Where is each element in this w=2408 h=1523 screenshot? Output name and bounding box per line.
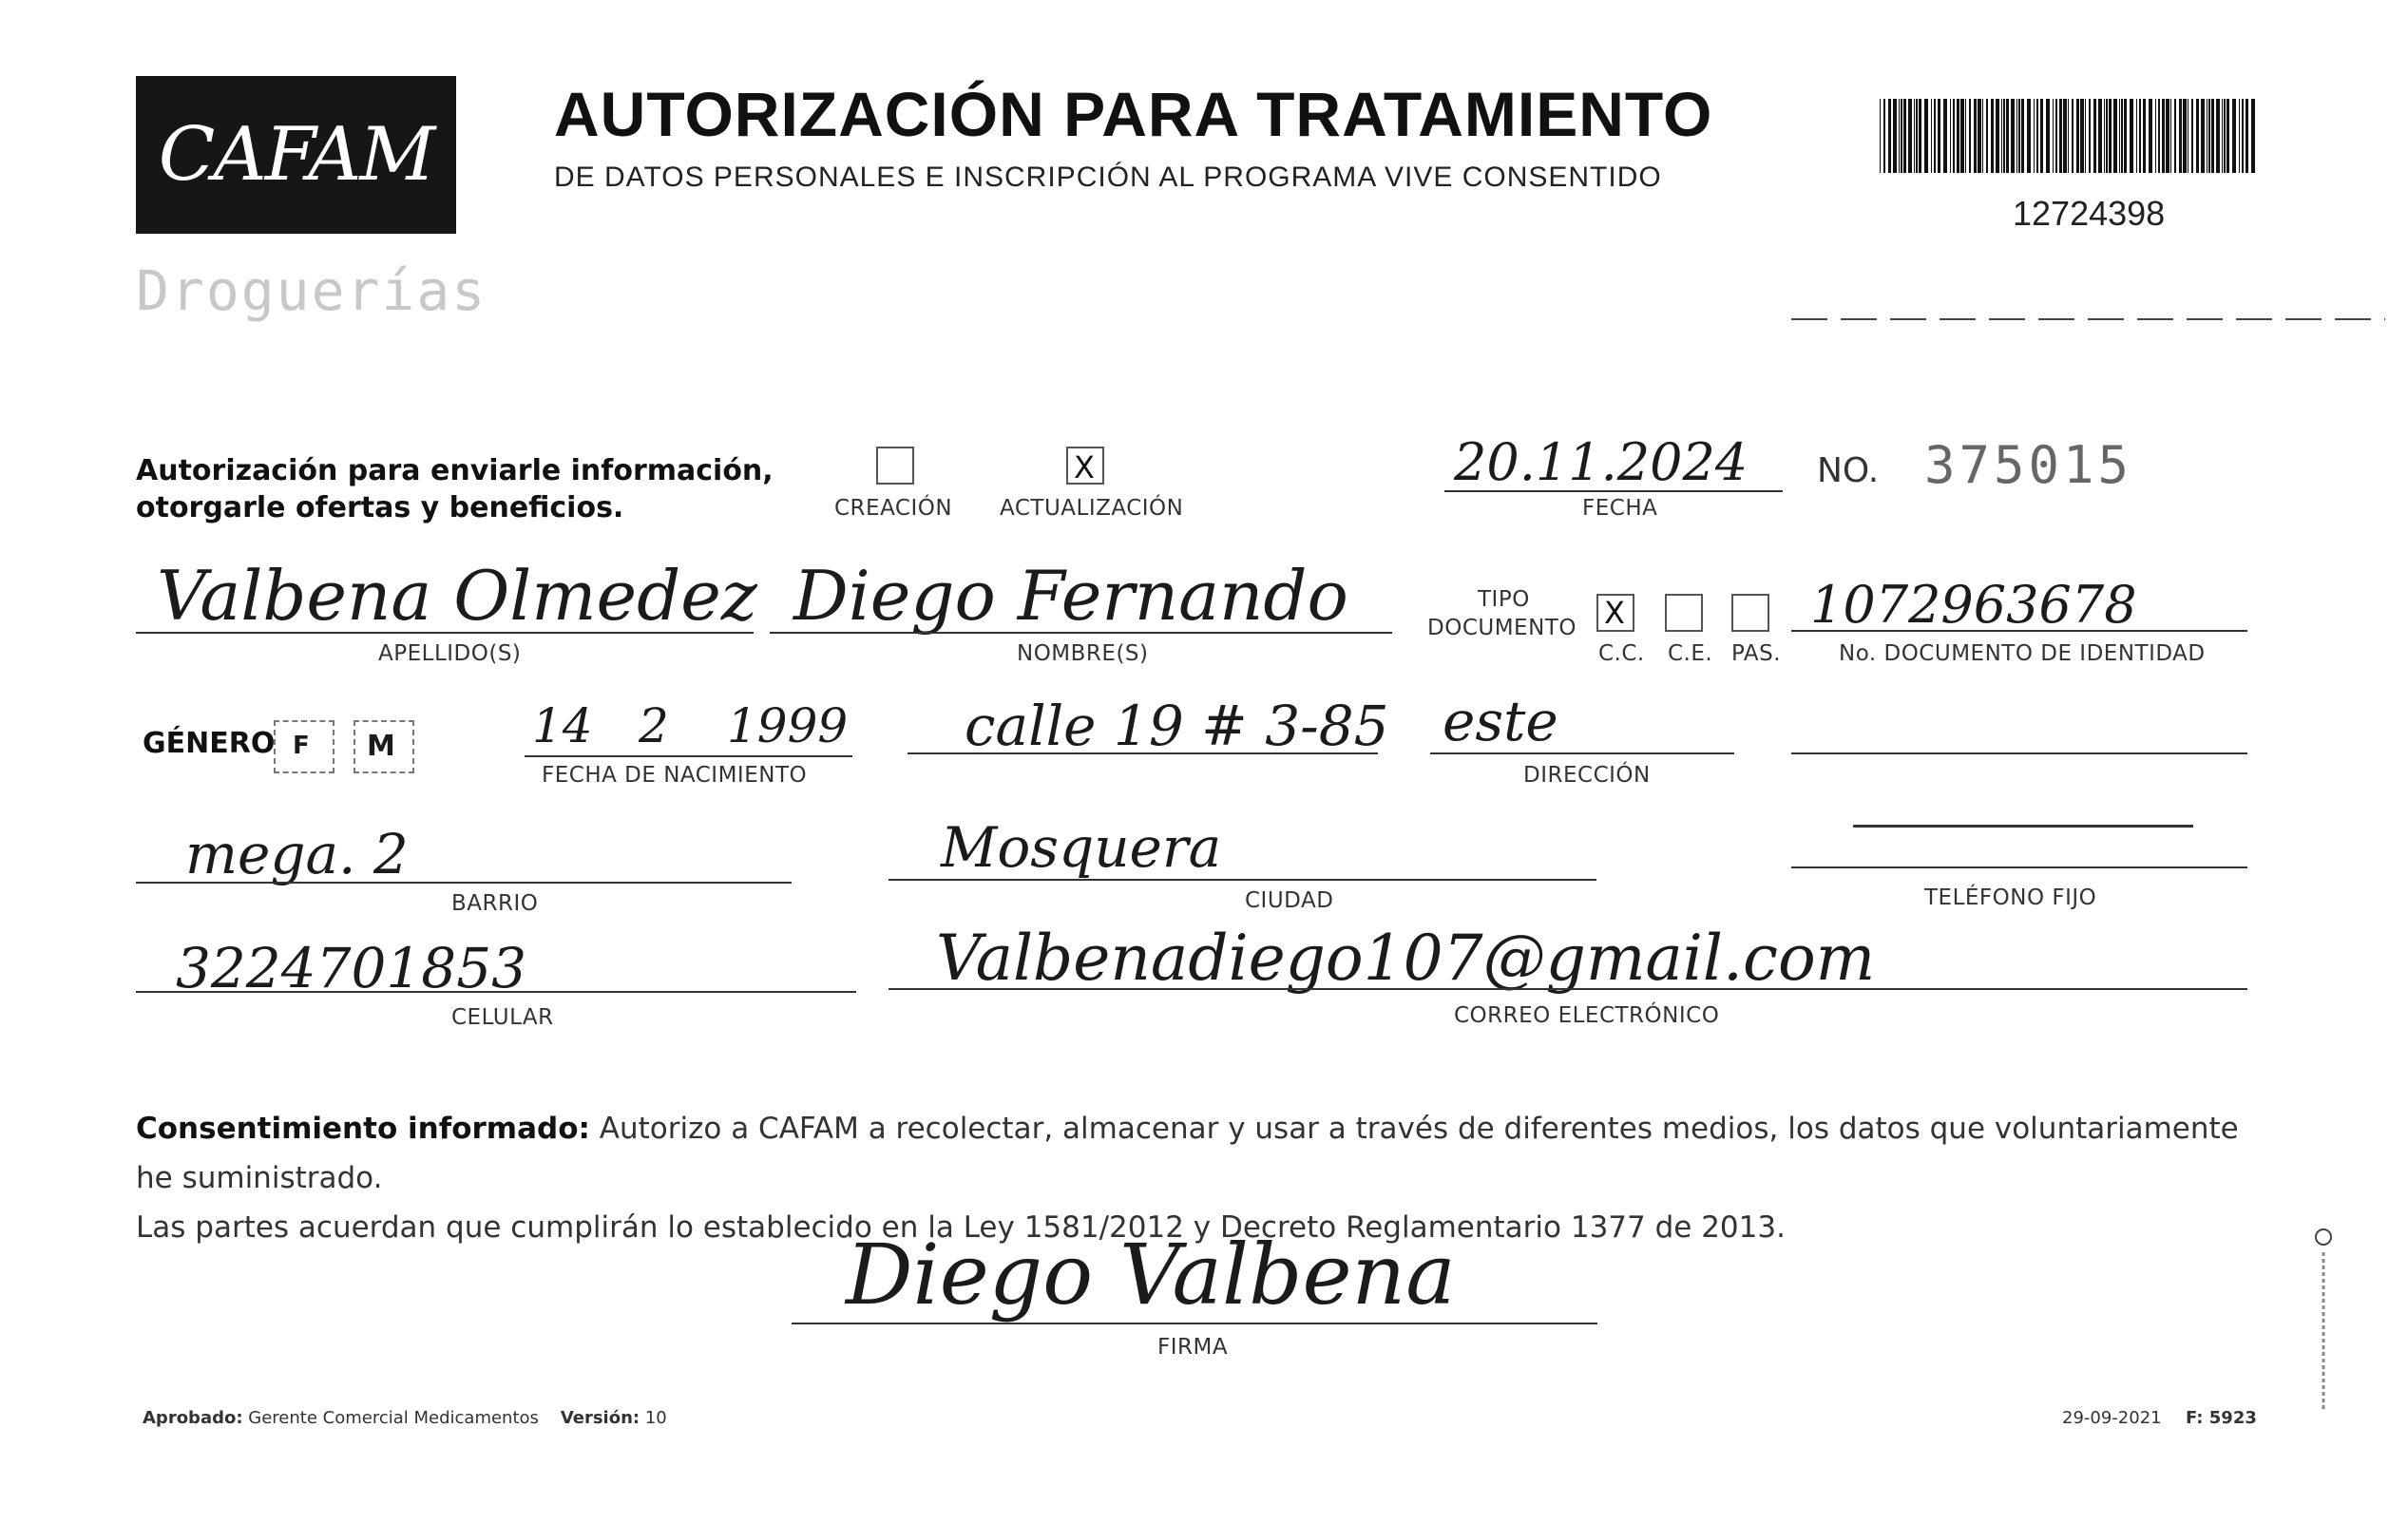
version-value: 10 [644, 1408, 667, 1428]
genero-label: GÉNERO [143, 727, 276, 760]
correo-label: CORREO ELECTRÓNICO [1454, 1003, 1720, 1028]
numero-label: NO. [1817, 451, 1880, 490]
genero-f-box[interactable] [274, 720, 334, 773]
apellido-value[interactable]: Valbena Olmedez [157, 556, 757, 636]
cafam-logo [136, 76, 456, 234]
genero-m-box[interactable] [354, 720, 414, 773]
cc-checkbox[interactable] [1596, 594, 1634, 632]
signature-label: FIRMA [1157, 1335, 1229, 1360]
documento-type-label: DOCUMENTO [1427, 616, 1577, 640]
telefono-label: TELÉFONO FIJO [1924, 885, 2097, 910]
nacimiento-year[interactable]: 1999 [727, 698, 849, 753]
form-title: AUTORIZACIÓN PARA TRATAMIENTO [554, 79, 1713, 149]
actualizacion-label: ACTUALIZACIÓN [1000, 496, 1184, 521]
barcode-number: 12724398 [2013, 194, 2166, 233]
aprobado-value: Gerente Comercial Medicamentos [248, 1408, 539, 1428]
nacimiento-month[interactable]: 2 [639, 698, 669, 753]
ciudad-label: CIUDAD [1245, 888, 1334, 913]
footer-date: 29-09-2021 [2062, 1408, 2162, 1428]
consent-text-1: Autorizo a CAFAM a recolectar, almacenar y usar a través de diferentes medios, los datos que voluntariamente he suministrado. [136, 1112, 2239, 1195]
genero-f-label: F [293, 732, 310, 760]
version-label: Versión: [560, 1408, 640, 1428]
consent-text-2: Las partes acuerdan que cumplirán lo establecido en la Ley 1581/2012 y Decreto Reglamentario 1377 de 2013. [136, 1210, 1786, 1245]
pas-label: PAS. [1731, 641, 1782, 666]
direccion-value-2[interactable]: este [1443, 689, 1558, 753]
barrio-value[interactable]: mega. 2 [185, 822, 409, 886]
printer-mark-icon [2309, 1226, 2338, 1416]
direccion-value-1[interactable]: calle 19 # 3-85 [965, 694, 1389, 758]
signature-value[interactable]: Diego Valbena [846, 1226, 1456, 1323]
actualizacion-checkbox[interactable] [1066, 447, 1104, 485]
cc-mark: X [1604, 595, 1625, 631]
actualizacion-mark: X [1074, 449, 1095, 485]
ce-label: C.E. [1668, 641, 1713, 666]
aprobado-label: Aprobado: [143, 1408, 243, 1428]
nacimiento-day[interactable]: 14 [532, 698, 593, 753]
creacion-label: CREACIÓN [834, 496, 953, 521]
numero-value: 375015 [1924, 435, 2133, 495]
genero-m-label: M [367, 730, 395, 763]
footer-form-code: F: 5923 [2186, 1408, 2257, 1428]
consent-bold: Consentimiento informado: [136, 1112, 590, 1146]
correo-value[interactable]: Valbenadiego107@gmail.com [936, 922, 1876, 995]
ce-checkbox[interactable] [1665, 594, 1703, 632]
barrio-label: BARRIO [451, 891, 539, 916]
nacimiento-label: FECHA DE NACIMIENTO [542, 763, 808, 788]
documento-value[interactable]: 1072963678 [1810, 575, 2137, 635]
intro-line-1: Autorización para enviarle información, [136, 454, 774, 487]
fecha-label: FECHA [1582, 496, 1658, 521]
logo-subtitle: Droguerías [136, 258, 487, 323]
cc-label: C.C. [1598, 641, 1645, 666]
barcode-icon [1880, 99, 2257, 173]
documento-label: No. DOCUMENTO DE IDENTIDAD [1839, 641, 2206, 666]
celular-value[interactable]: 3224701853 [176, 936, 527, 1000]
header-dashed-line [1791, 317, 2385, 321]
form-subtitle: DE DATOS PERSONALES E INSCRIPCIÓN AL PROGRAMA VIVE CONSENTIDO [554, 162, 1662, 193]
pas-checkbox[interactable] [1731, 594, 1769, 632]
logo-text: CAFAM [158, 112, 434, 198]
nombre-value[interactable]: Diego Fernando [793, 556, 1348, 636]
celular-label: CELULAR [451, 1005, 554, 1030]
apellido-label: APELLIDO(S) [378, 641, 522, 666]
direccion-label: DIRECCIÓN [1523, 763, 1651, 788]
intro-line-2: otorgarle ofertas y beneficios. [136, 491, 624, 524]
tipo-label: TIPO [1478, 587, 1530, 612]
nombre-label: NOMBRE(S) [1017, 641, 1149, 666]
footer-aprobado [143, 1408, 667, 1428]
ciudad-value[interactable]: Mosquera [941, 815, 1222, 880]
fecha-value[interactable]: 20.11.2024 [1454, 432, 1749, 492]
creacion-checkbox[interactable] [876, 447, 914, 485]
